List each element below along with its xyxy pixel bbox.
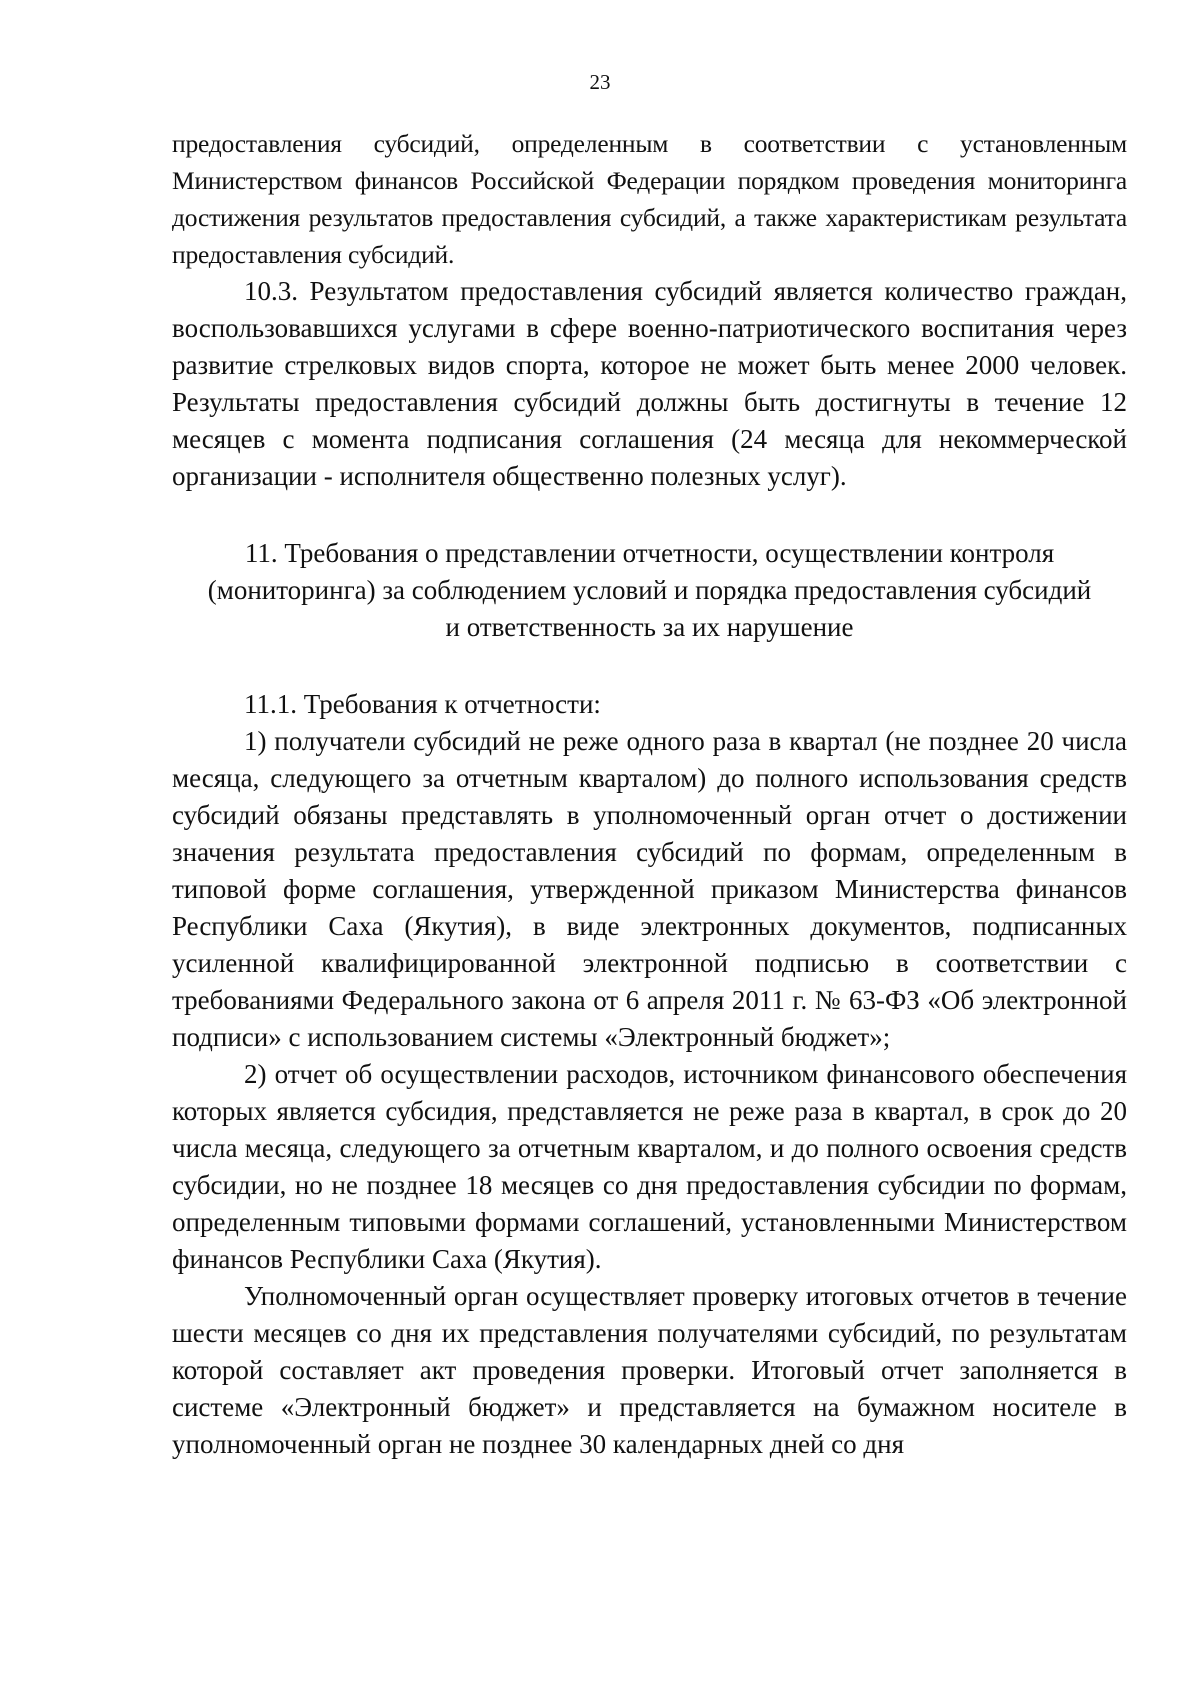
paragraph-10-3: 10.3. Результатом предоставления субсидий является количество граждан, воспользовавшихся услугами в сфере военно-патриотического воспитания через развитие стрелковых видов спорта, которое не может быть менее 2000 человек. Результаты предоставления субсидий должны быть достигнуты в течение 12 месяцев с момента подписания соглашения (24 месяца для некоммерческой организации - исполнителя общественно полезных услуг). [172, 276, 1127, 491]
paragraph-item-1: 1) получатели субсидий не реже одного раза в квартал (не позднее 20 числа месяца, следующего за отчетным кварталом) до полного использования средств субсидий обязаны представлять в уполномоченный орган отчет о достижении значения результата предоставления субсидий по формам, определенным в типовой форме соглашения, утвержденной приказом Министерства финансов Республики Саха (Якутия), в виде электронных документов, подписанных усиленной квалифицированной электронной подписью в соответствии с требованиями Федерального закона от 6 апреля 2011 г. № 63-ФЗ «Об электронной подписи» с использованием системы «Электронный бюджет»; [172, 726, 1127, 1052]
section-heading-line-2: (мониторинга) за соблюдением условий и порядка предоставления субсидий [207, 575, 1092, 605]
document-body [172, 125, 1127, 1463]
paragraph-item-2: 2) отчет об осуществлении расходов, источником финансового обеспечения которых является субсидия, представляется не реже раза в квартал, в срок до 20 числа месяца, следующего за отчетным кварталом, и до полного освоения средств субсидии, но не позднее 18 месяцев со дня предоставления субсидии по формам, определенным типовыми формами соглашений, установленными Министерством финансов Республики Саха (Якутия). [172, 1059, 1127, 1274]
section-heading-line-3: и ответственность за их нарушение [445, 612, 854, 642]
paragraph-11-1: 11.1. Требования к отчетности: [244, 689, 601, 719]
paragraph-verification: Уполномоченный орган осуществляет проверку итоговых отчетов в течение шести месяцев со дня их представления получателями субсидий, по результатам которой составляет акт проведения проверки. Итоговый отчет заполняется в системе «Электронный бюджет» и представляется на бумажном носителе в уполномоченный орган не позднее 30 календарных дней со дня [172, 1281, 1127, 1459]
section-heading-line-1: 11. Требования о представлении отчетности, осуществлении контроля [244, 538, 1055, 568]
paragraph-continuation: предоставления субсидий, определенным в соответствии с установленным Министерством финансов Российской Федерации порядком проведения мониторинга достижения результатов предоставления субсидий, а также характеристикам результата предоставления субсидий. [172, 129, 1127, 269]
section-heading-11 [172, 535, 1127, 646]
page-number: 23 [589, 70, 611, 94]
